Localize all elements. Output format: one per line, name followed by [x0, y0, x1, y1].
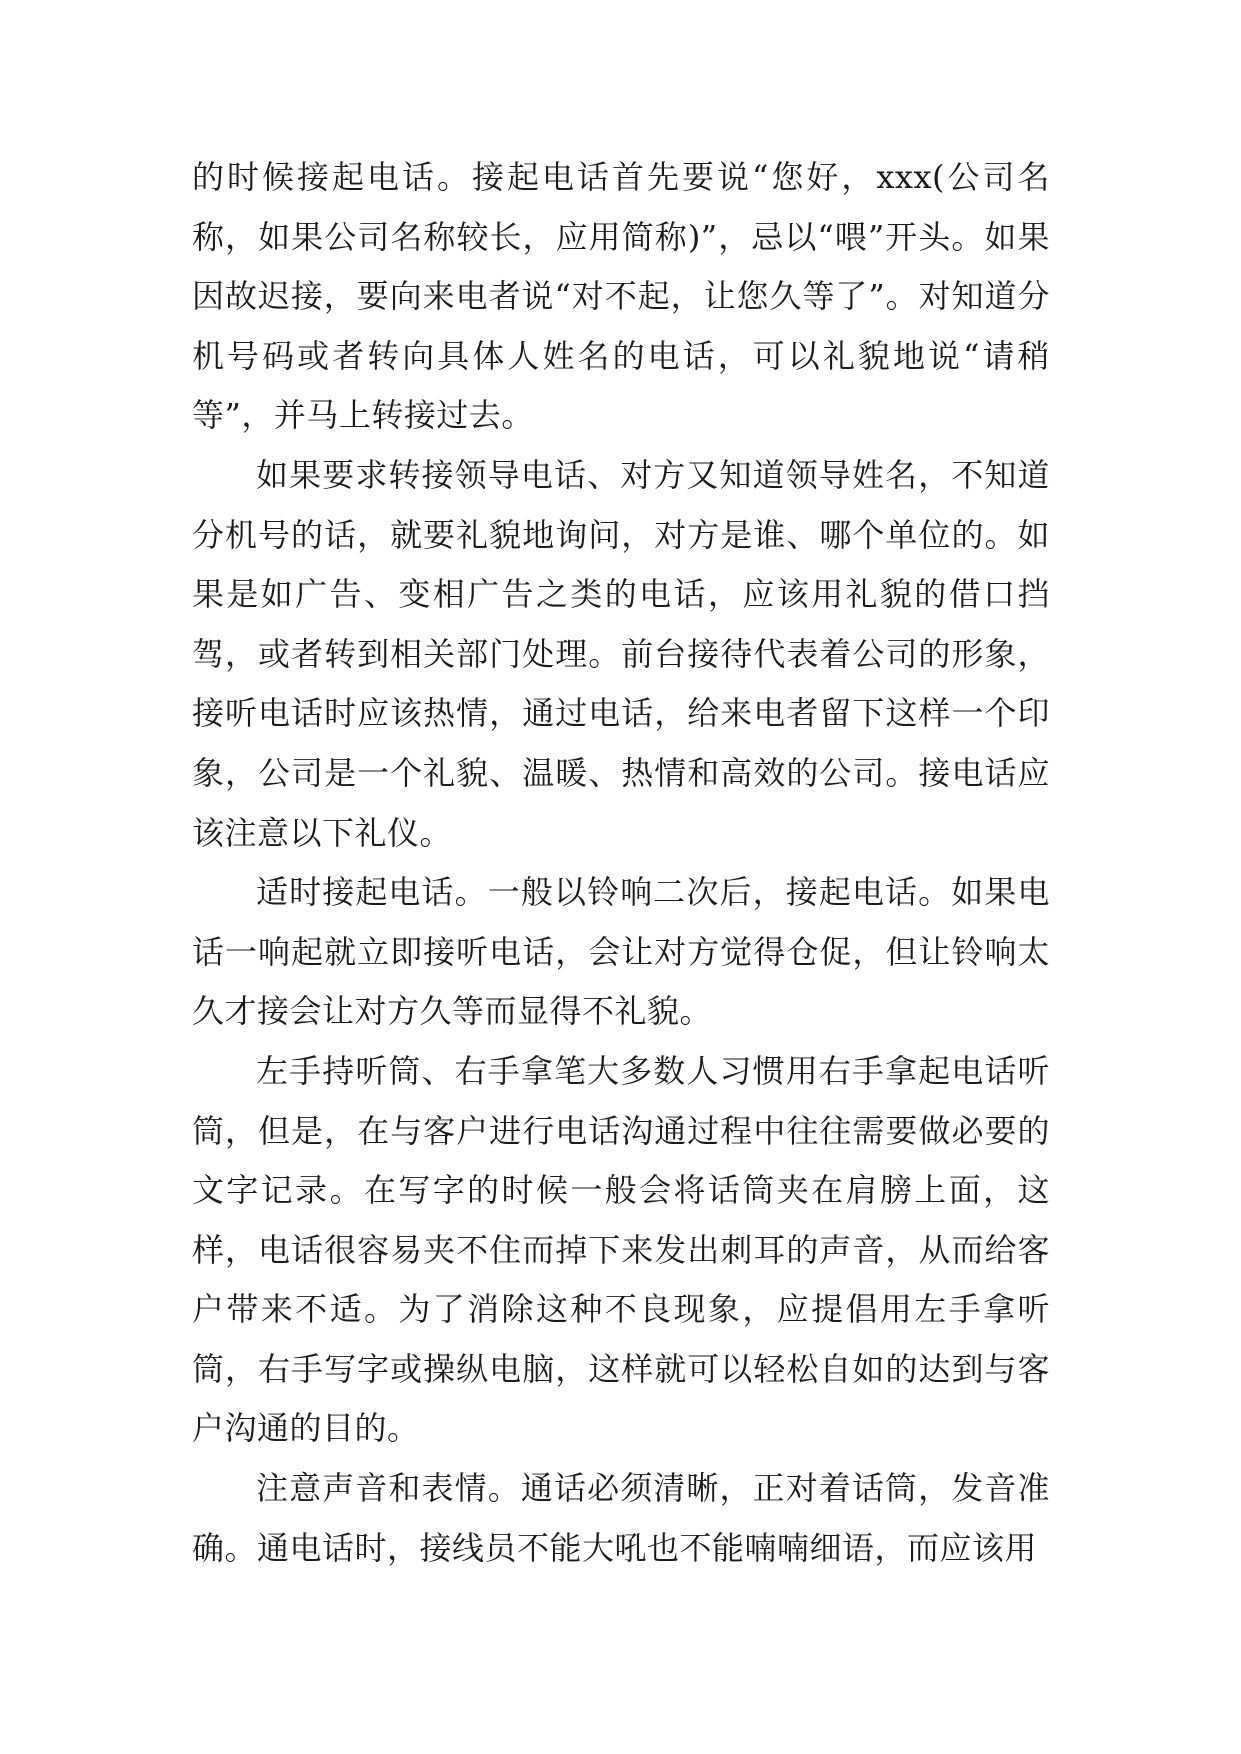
paragraph-1: 的时候接起电话。接起电话首先要说“您好，xxx(公司名称，如果公司名称较长，应用简称)”，忌以“喂”开头。如果因故迟接，要向来电者说“对不起，让您久等了”。对知道分机号码或者转向具体人姓名的电话，可以礼貌地说“请稍等”，并马上转接过去。	[192, 158, 1050, 435]
paragraph-3: 适时接起电话。一般以铃响二次后，接起电话。如果电话一响起就立即接听电话，会让对方觉得仓促，但让铃响太久才接会让对方久等而显得不礼貌。	[192, 873, 1050, 1031]
paragraph-5: 注意声音和表情。通话必须清晰，正对着话筒，发音准确。通电话时，接线员不能大吼也不能喃喃细语，而应该用	[192, 1469, 1050, 1567]
paragraph-4: 左手持听筒、右手拿笔大多数人习惯用右手拿起电话听筒，但是，在与客户进行电话沟通过程中往往需要做必要的文字记录。在写字的时候一般会将话筒夹在肩膀上面，这样，电话很容易夹不住而掉下来发出刺耳的声音，从而给客户带来不适。为了消除这种不良现象，应提倡用左手拿听筒，右手写字或操纵电脑，这样就可以轻松自如的达到与客户沟通的目的。	[192, 1051, 1050, 1448]
document-body	[192, 148, 1050, 1578]
paragraph-2: 如果要求转接领导电话、对方又知道领导姓名，不知道分机号的话，就要礼貌地询问，对方是谁、哪个单位的。如果是如广告、变相广告之类的电话，应该用礼貌的借口挡驾，或者转到相关部门处理。前台接待代表着公司的形象，接听电话时应该热情，通过电话，给来电者留下这样一个印象，公司是一个礼貌、温暖、热情和高效的公司。接电话应该注意以下礼仪。	[192, 455, 1050, 852]
